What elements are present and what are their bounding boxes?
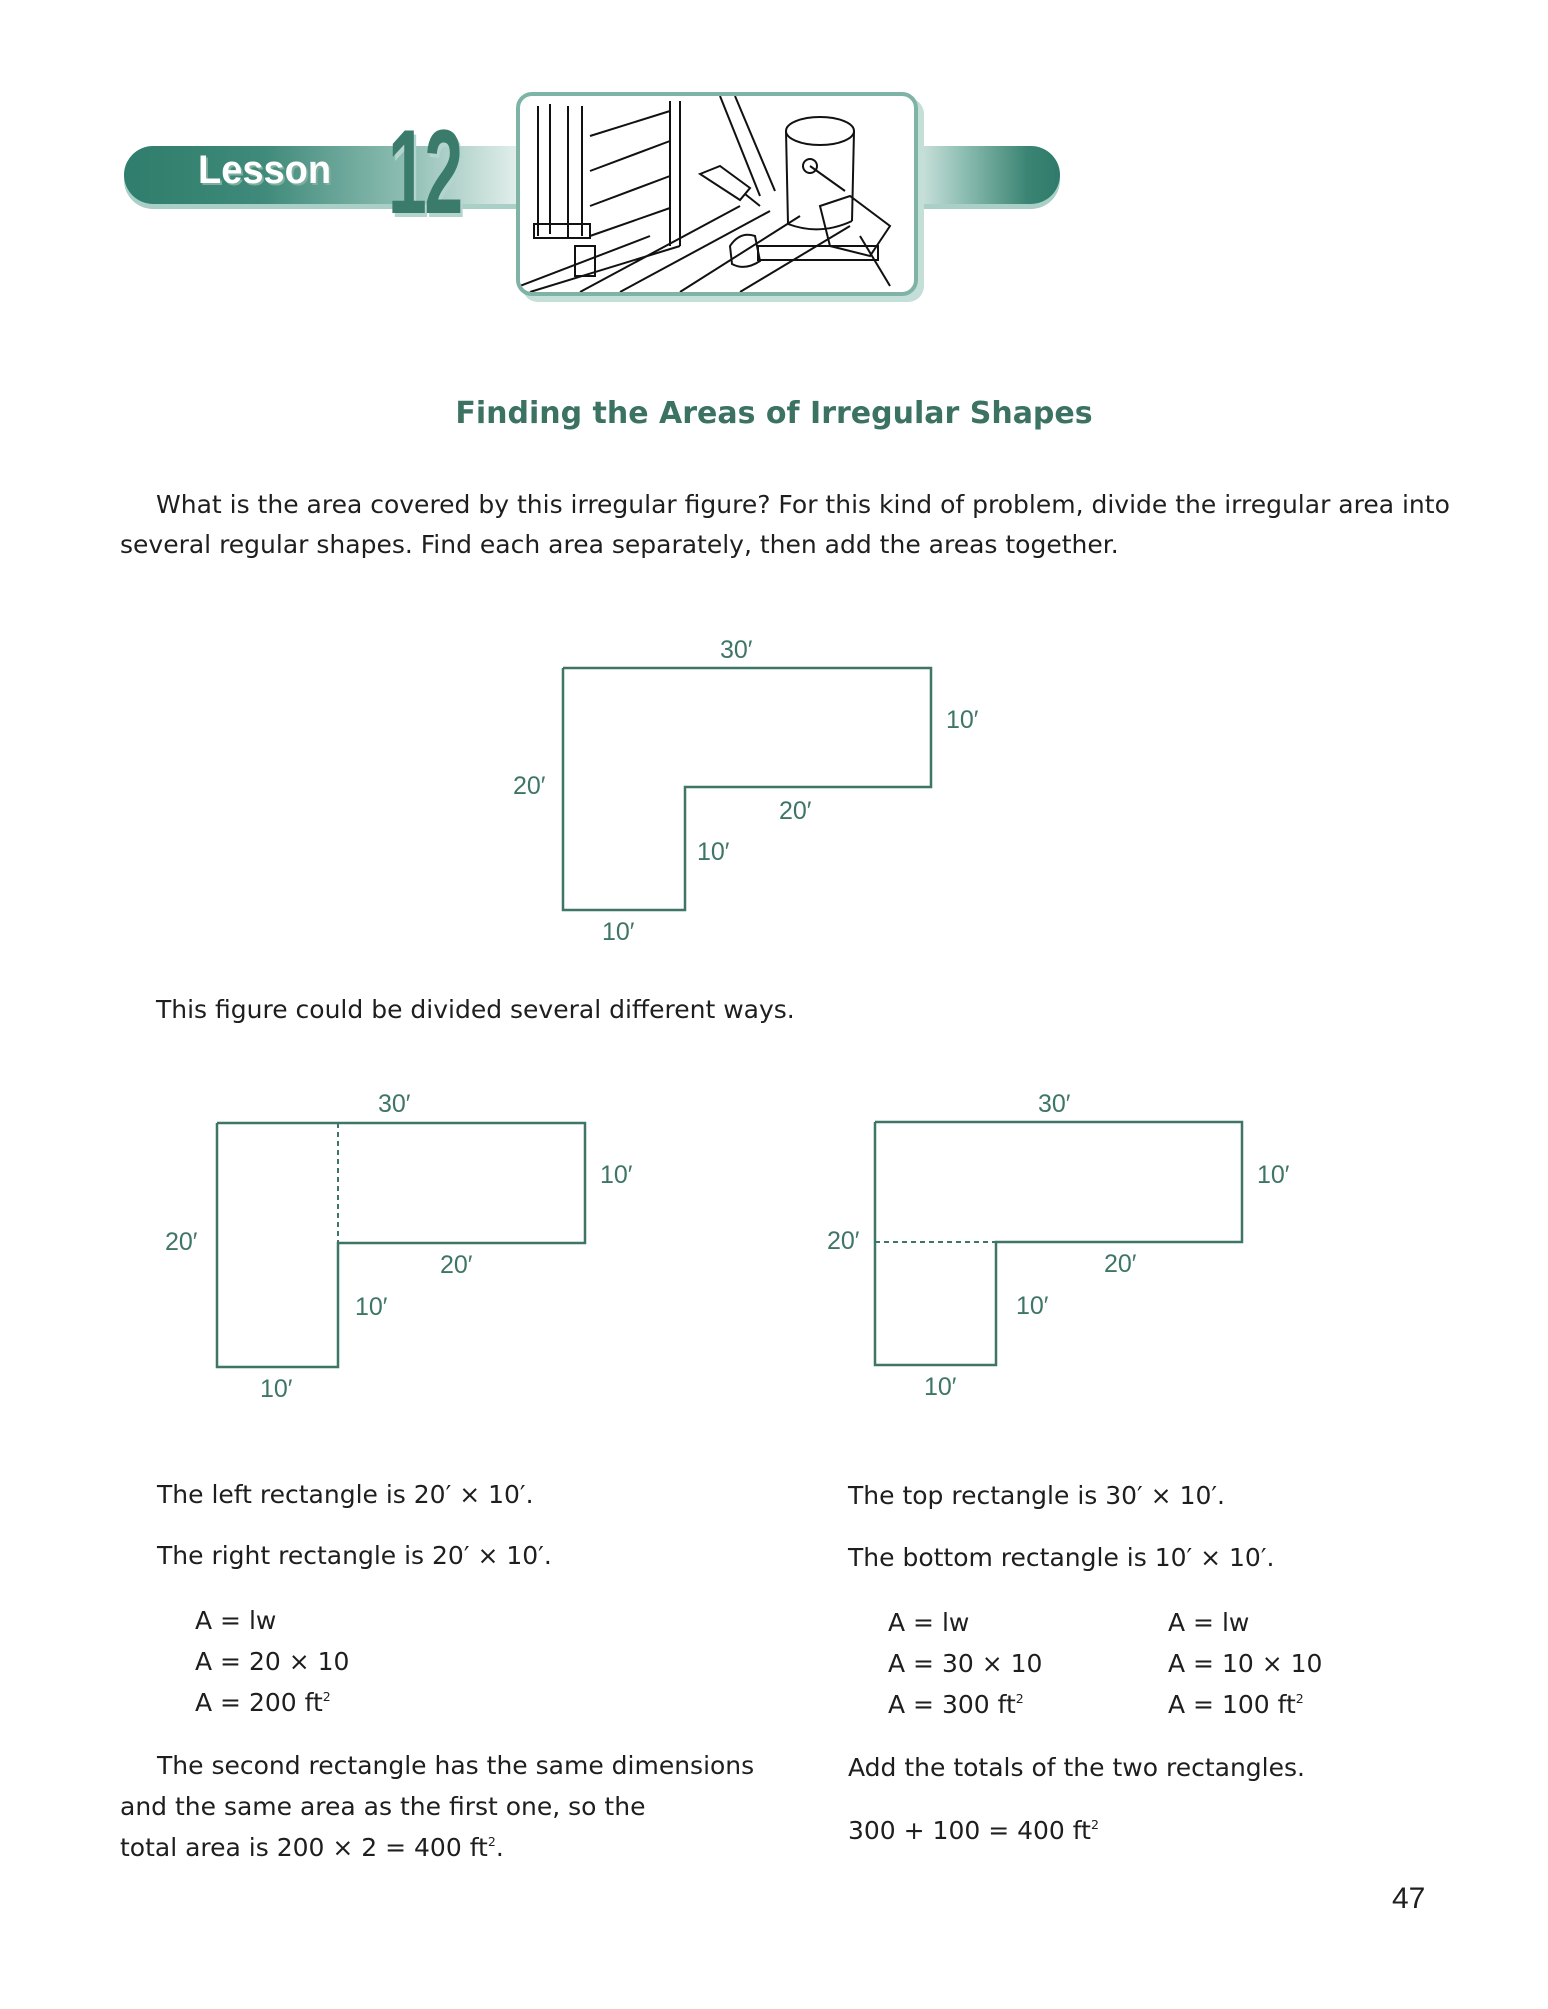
conclusion-line-1: The second rectangle has the same dimensions xyxy=(157,1751,755,1780)
formula-b-line-1: A = lw xyxy=(1168,1608,1250,1637)
label-left: 20′ xyxy=(827,1227,860,1255)
lesson-number: 12 xyxy=(388,105,461,239)
top-rect-text: The top rectangle is 30′ × 10′. xyxy=(848,1481,1226,1510)
figure-outline xyxy=(217,1123,585,1367)
figure-horizontal-division xyxy=(774,1070,1548,1410)
formula-a-line-2: A = 30 × 10 xyxy=(888,1649,1043,1678)
label-right: 10′ xyxy=(946,706,979,734)
right-rect-text: The right rectangle is 20′ × 10′. xyxy=(157,1541,552,1570)
formula-line-2: A = 20 × 10 xyxy=(195,1647,350,1676)
formula-b-line-3: A = 100 $ft^2$ xyxy=(1168,1690,1304,1719)
page-number: 47 xyxy=(1392,1882,1426,1915)
main-irregular-figure xyxy=(0,600,1548,960)
label-top: 30′ xyxy=(720,636,753,664)
label-top: 30′ xyxy=(1038,1090,1071,1118)
label-left: 20′ xyxy=(513,772,546,800)
formula-line-3: A = 200 $ft^2$ xyxy=(195,1688,331,1717)
label-inner-horizontal: 20′ xyxy=(1104,1250,1137,1278)
label-left: 20′ xyxy=(165,1228,198,1256)
left-rect-text: The left rectangle is 20′ × 10′. xyxy=(157,1480,534,1509)
page-title: Finding the Areas of Irregular Shapes xyxy=(455,396,1093,431)
conclusion-line-2: and the same area as the first one, so the xyxy=(120,1792,646,1821)
divided-text: This figure could be divided several different ways. xyxy=(156,995,795,1024)
label-inner-vertical: 10′ xyxy=(355,1293,388,1321)
formula-a-line-1: A = lw xyxy=(888,1608,970,1637)
figure-outline xyxy=(563,668,931,910)
bottom-rect-text: The bottom rectangle is 10′ × 10′. xyxy=(848,1543,1275,1572)
intro-line-2: several regular shapes. Find each area separately, then add the areas together. xyxy=(120,530,1119,559)
label-inner-horizontal: 20′ xyxy=(440,1251,473,1279)
label-right: 10′ xyxy=(600,1161,633,1189)
sum-line: 300 + 100 = 400 $ft^2$ xyxy=(848,1816,1099,1845)
conclusion-line-3: total area is 200 × 2 = 400 $ft^2$. xyxy=(120,1833,504,1862)
formula-b-line-2: A = 10 × 10 xyxy=(1168,1649,1323,1678)
label-bottom: 10′ xyxy=(602,918,635,946)
painting-supplies-illustration xyxy=(516,92,918,296)
add-totals-text: Add the totals of the two rectangles. xyxy=(848,1753,1305,1782)
figure-vertical-division xyxy=(0,1070,774,1410)
banner-right-bar xyxy=(900,146,1060,204)
label-inner-vertical: 10′ xyxy=(1016,1292,1049,1320)
label-bottom: 10′ xyxy=(260,1375,293,1403)
label-inner-horizontal: 20′ xyxy=(779,797,812,825)
formula-line-1: A = lw xyxy=(195,1606,277,1635)
label-right: 10′ xyxy=(1257,1161,1290,1189)
intro-line-1: What is the area covered by this irregular figure? For this kind of problem, divide the irregular area into xyxy=(156,490,1450,519)
label-bottom: 10′ xyxy=(924,1373,957,1401)
illustration-drawing xyxy=(520,96,914,292)
figure-outline xyxy=(875,1122,1242,1365)
label-inner-vertical: 10′ xyxy=(697,838,730,866)
label-top: 30′ xyxy=(378,1090,411,1118)
lesson-label: Lesson xyxy=(198,148,332,192)
formula-a-line-3: A = 300 $ft^2$ xyxy=(888,1690,1024,1719)
